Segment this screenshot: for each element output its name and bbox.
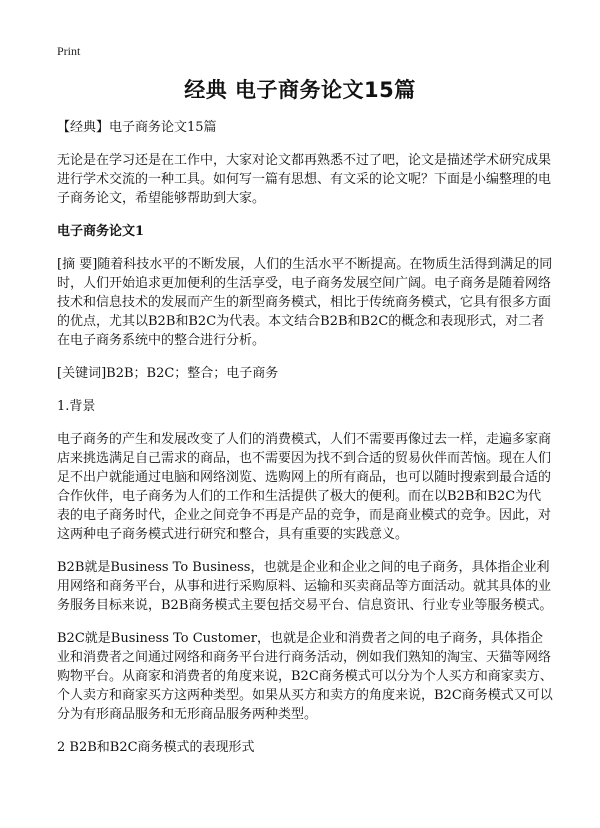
background-paragraph-2: B2B就是Business To Business，也就是企业和企业之间的电子商务，具体指企业利用网络和商务平台，从事和进行采购原料、运输和买卖商品等方面活动。就其具体的业务服务目标来说，B2B商务模式主要包括交易平台、信息资讯、行业专业等服务模式。 [57,560,553,613]
keywords-line: [关键词]B2B；B2C；整合；电子商务 [57,366,279,381]
abstract-paragraph: [摘 要]随着科技水平的不断发展，人们的生活水平不断提高。在物质生活得到满足的同时，人们开始追求更加便利的生活享受，电子商务发展空间广阔。电子商务是随着网络技术和信息技术的发展而产生的新型商务模式，相比于传统商务模式，它具有很多方面的优点，尤其以B2B和B2C为代表。本文结合B2B和B2C的概念和表现形式，对二者在电子商务系统中的整合进行分析。 [57,257,553,348]
intro-tag: 【经典】电子商务论文15篇 [57,120,217,135]
background-paragraph-3: B2C就是Business To Customer，也就是企业和消费者之间的电子商务，具体指企业和消费者之间通过网络和商务平台进行商务活动，例如我们熟知的淘宝、天猫等网络购物平台。从商家和消费者的角度来说，B2C商务模式可以分为个人买方和商家卖方、个人卖方和商家买方这两种类型。如果从买方和卖方的角度来说，B2C商务模式又可以分为有形商品服务和无形商品服务两种类型。 [57,631,553,722]
section-2-heading: 2 B2B和B2C商务模式的表现形式 [57,740,255,755]
page-title: 经典 电子商务论文15篇 [184,78,416,102]
article-body [57,118,553,771]
background-paragraph-1: 电子商务的产生和发展改变了人们的消费模式，人们不需要再像过去一样，走遍多家商店来挑选满足自己需求的商品，也不需要因为找不到合适的贸易伙伴而苦恼。现在人们足不出户就能通过电脑和网络浏览、选购网上的所有商品，也可以随时搜索到最合适的合作伙伴，电子商务为人们的工作和生活提供了极大的便利。而在以B2B和B2C为代表的电子商务时代，企业之间竞争不再是产品的竞争，而是商业模式的竞争。因此，对这两种电子商务模式进行研究和整合，具有重要的实践意义。 [57,432,552,542]
intro-paragraph: 无论是在学习还是在工作中，大家对论文都再熟悉不过了吧，论文是描述学术研究成果进行学术交流的一种工具。如何写一篇有思想、有文采的论文呢？下面是小编整理的电子商务论文，希望能够帮助到大家。 [57,153,552,206]
section-heading: 电子商务论文1 [57,224,145,239]
print-label: Print [57,44,81,58]
background-heading: 1.背景 [57,399,96,414]
